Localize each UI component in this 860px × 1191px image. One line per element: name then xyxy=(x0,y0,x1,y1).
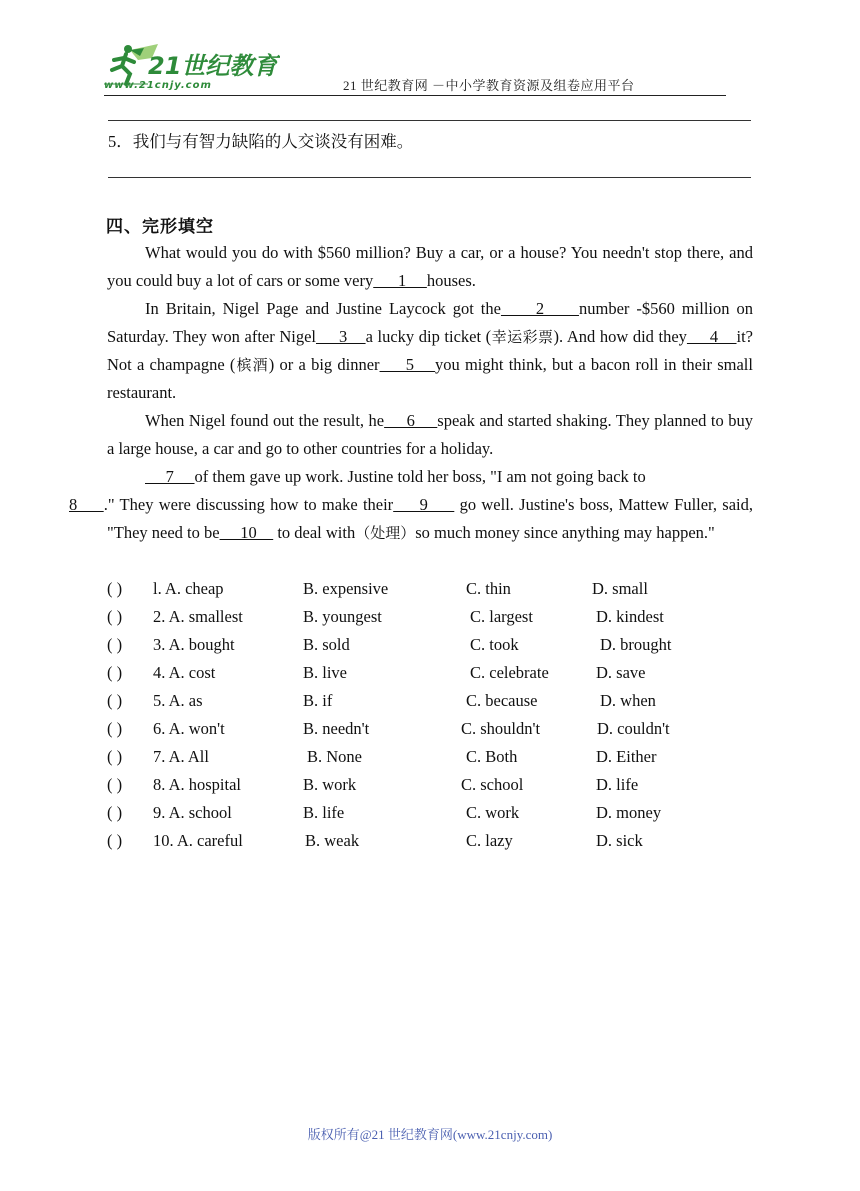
blank-5: 5 xyxy=(379,355,435,374)
option-d: D. small xyxy=(592,579,648,598)
option-b: B. life xyxy=(303,803,345,822)
logo-url: www.21cnjy.com xyxy=(104,80,212,91)
option-a: 4. A. cost xyxy=(153,663,216,682)
option-c: C. work xyxy=(466,803,520,822)
option-b: B. live xyxy=(303,663,347,682)
option-a: 6. A. won't xyxy=(153,719,225,738)
option-d: D. money xyxy=(596,803,662,822)
answer-bracket: ( ) xyxy=(107,579,123,598)
answer-bracket: ( ) xyxy=(107,691,123,710)
option-c: C. because xyxy=(466,691,538,710)
blank-8: 8 xyxy=(69,495,104,514)
blank-1: 1 xyxy=(373,271,427,290)
option-a: 2. A. smallest xyxy=(153,607,243,626)
blank-6: 6 xyxy=(384,411,438,430)
site-logo xyxy=(100,40,280,92)
option-b: B. None xyxy=(307,747,362,766)
option-d: D. sick xyxy=(596,831,643,850)
section-title: 四、完形填空 xyxy=(106,217,214,237)
option-c: C. Both xyxy=(466,747,518,766)
question-5: 5．我们与有智力缺陷的人交谈没有困难。 xyxy=(108,132,414,151)
option-b: B. sold xyxy=(303,635,350,654)
answer-bracket: ( ) xyxy=(107,663,123,682)
option-a: 9. A. school xyxy=(153,803,232,822)
option-b: B. work xyxy=(303,775,357,794)
footer-copyright: 版权所有@21 世纪教育网(www.21cnjy.com) xyxy=(307,1127,553,1142)
answer-bracket: ( ) xyxy=(107,719,123,738)
passage-paragraph-3: When Nigel found out the result, he 6 speak and started shaking. They planned to buy a large house, a car and go to other countries for a holiday. xyxy=(107,411,753,458)
option-b: B. weak xyxy=(305,831,360,850)
cloze-passage xyxy=(69,239,754,547)
option-b: B. needn't xyxy=(303,719,370,738)
option-a: 5. A. as xyxy=(153,691,203,710)
option-a: 7. A. All xyxy=(153,747,209,766)
logo-text: 21世纪教育 xyxy=(148,52,278,80)
option-a: 8. A. hospital xyxy=(153,775,242,794)
option-c: C. took xyxy=(470,635,519,654)
passage-paragraph-4: 7 of them gave up work. Justine told her boss, "I am not going back to 8 ." They were discussing how to make their 9 go well. Justine's boss, Mattew Fuller, said, "They need to be 10 to deal with（处理）so much money since anything may happen." xyxy=(69,467,754,542)
option-d: D. couldn't xyxy=(597,719,670,738)
answer-bracket: ( ) xyxy=(107,831,123,850)
option-d: D. save xyxy=(596,663,646,682)
blank-4: 4 xyxy=(686,327,737,346)
passage-paragraph-1: What would you do with $560 million? Buy a car, or a house? You needn't stop there, and you could buy a lot of cars or some very 1 houses. xyxy=(107,243,753,290)
option-c: C. shouldn't xyxy=(461,719,541,738)
answer-line xyxy=(108,177,751,178)
option-d: D. kindest xyxy=(596,607,664,626)
option-a: 3. A. bought xyxy=(153,635,235,654)
option-d: D. Either xyxy=(596,747,657,766)
blank-9: 9 xyxy=(393,495,455,514)
running-man-icon xyxy=(100,40,280,92)
header-divider xyxy=(104,95,726,96)
option-b: B. youngest xyxy=(303,607,382,626)
header-site-text: 21 世纪教育网 －中小学教育资源及组卷应用平台 xyxy=(343,78,635,93)
answer-bracket: ( ) xyxy=(107,803,123,822)
option-c: C. school xyxy=(461,775,524,794)
option-b: B. expensive xyxy=(303,579,389,598)
option-a: 10. A. careful xyxy=(153,831,243,850)
option-c: C. lazy xyxy=(466,831,513,850)
answer-line xyxy=(108,120,751,121)
option-d: D. brought xyxy=(600,635,672,654)
option-a: l. A. cheap xyxy=(153,579,224,598)
answer-bracket: ( ) xyxy=(107,635,123,654)
option-c: C. celebrate xyxy=(470,663,549,682)
blank-3: 3 xyxy=(315,327,366,346)
option-b: B. if xyxy=(303,691,333,710)
answer-bracket: ( ) xyxy=(107,747,123,766)
blank-7: 7 xyxy=(145,467,195,486)
answer-bracket: ( ) xyxy=(107,775,123,794)
answer-bracket: ( ) xyxy=(107,607,123,626)
option-c: C. largest xyxy=(470,607,533,626)
option-d: D. life xyxy=(596,775,639,794)
blank-10: 10 xyxy=(219,523,274,542)
blank-2: 2 xyxy=(500,299,579,318)
option-c: C. thin xyxy=(466,579,511,598)
passage-paragraph-2: In Britain, Nigel Page and Justine Laycock got the 2 number -$560 million on Saturday. They won after Nigel 3 a lucky dip ticket (幸运彩票). And how did they 4 it? Not a champagne (槟酒) or a big dinner 5 you might think, but a bacon roll in their small restaurant. xyxy=(107,299,754,402)
option-d: D. when xyxy=(600,691,656,710)
